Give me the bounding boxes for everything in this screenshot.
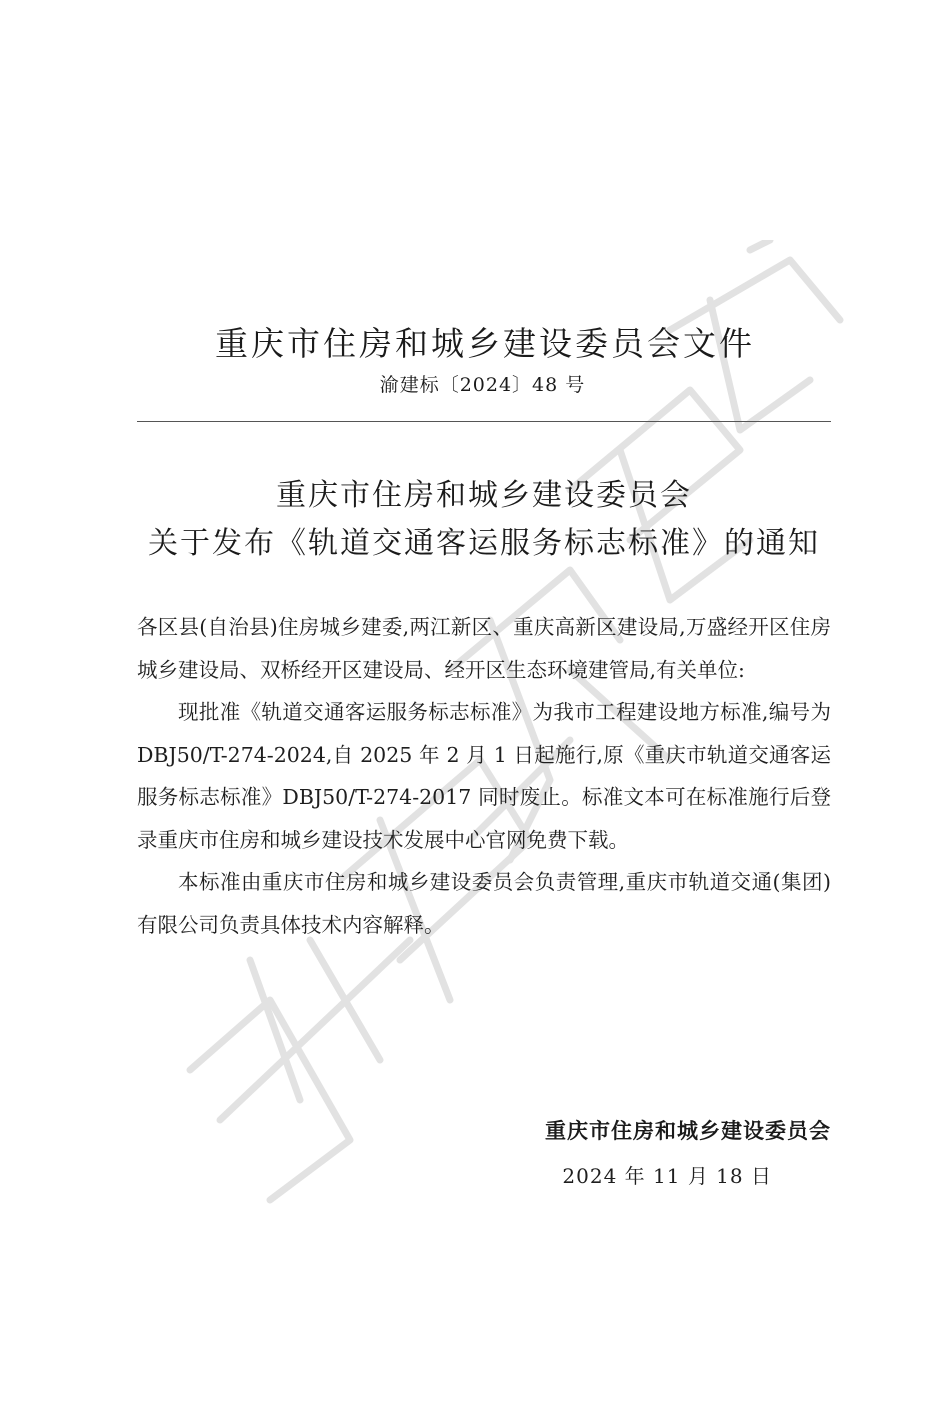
document-number: 渝建标〔2024〕48 号 (379, 374, 586, 396)
signature-organization: 重庆市住房和城乡建设委员会 (545, 1119, 831, 1143)
header-divider (137, 421, 831, 422)
addressee-paragraph: 各区县(自治县)住房城乡建委,两江新区、重庆高新区建设局,万盛经开区住房城乡建设局、双桥经开区建设局、经开区生态环境建管局,有关单位: (137, 615, 831, 682)
document-header-title: 重庆市住房和城乡建设委员会文件 (215, 324, 755, 363)
notice-body (137, 606, 831, 946)
signature-date: 2024 年 11 月 18 日 (562, 1164, 772, 1188)
body-paragraph-1: 现批准《轨道交通客运服务标志标准》为我市工程建设地方标准,编号为 DBJ50/T-274-2024,自 2025 年 2 月 1 日起施行,原《重庆市轨道交通客运服务标志标准》DBJ50/T-274-2017 同时废止。标准文本可在标准施行后登录重庆市住房和城乡建设技术发展中心官网免费下载。 (137, 700, 831, 852)
notice-title-line-2: 关于发布《轨道交通客运服务标志标准》的通知 (148, 526, 820, 561)
body-paragraph-2: 本标准由重庆市住房和城乡建设委员会负责管理,重庆市轨道交通(集团)有限公司负责具体技术内容解释。 (137, 870, 831, 937)
notice-title-line-1: 重庆市住房和城乡建设委员会 (276, 478, 692, 513)
